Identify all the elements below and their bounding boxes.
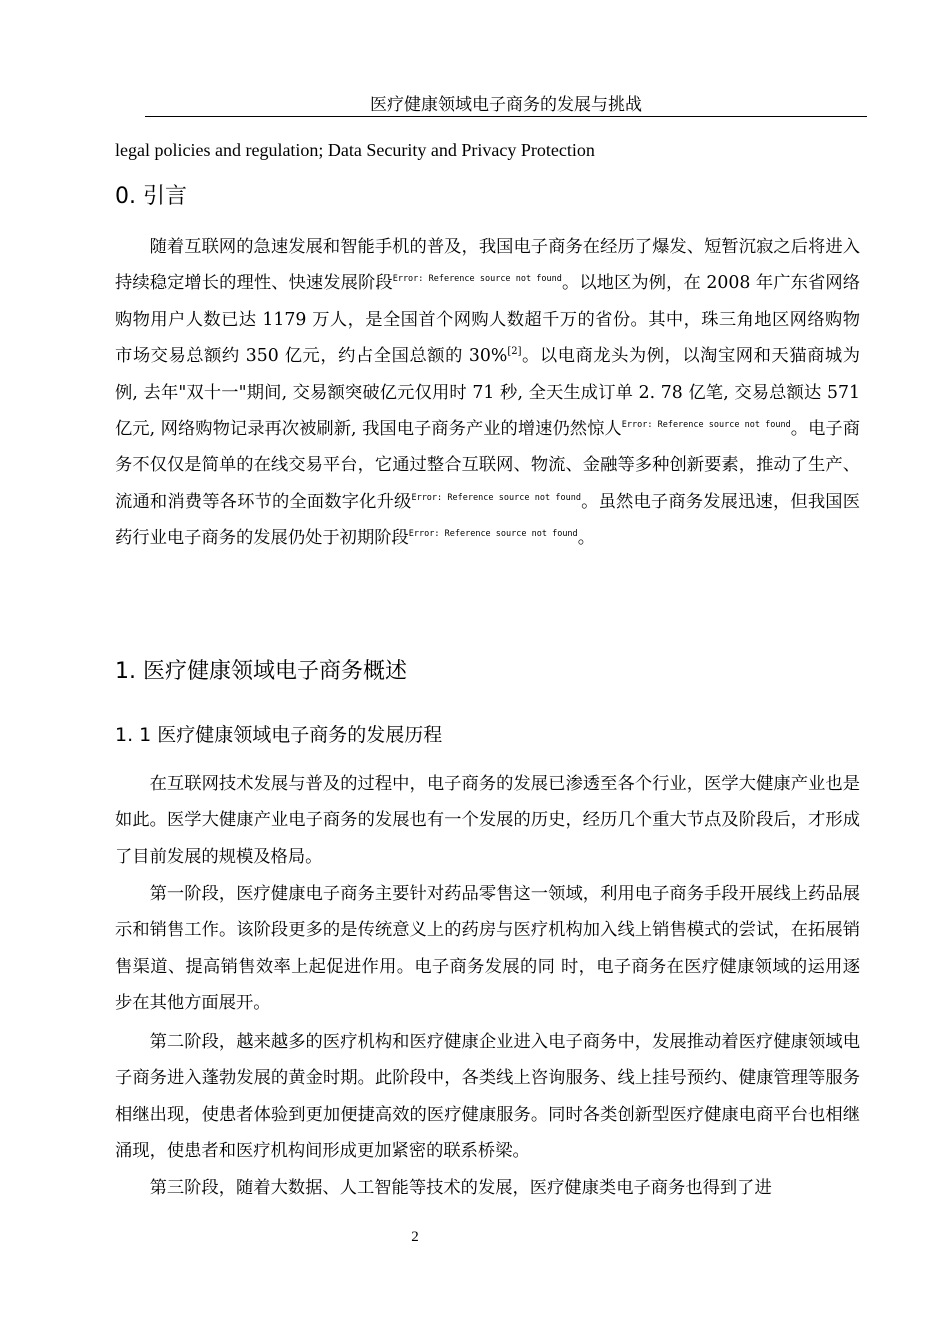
intro-paragraph bbox=[115, 229, 860, 557]
page-number: 2 bbox=[411, 1229, 419, 1245]
citation-2: [2] bbox=[507, 346, 522, 358]
intro-text-4: 。电子商务不仅仅是简单的在线交易平台，它通过整合互联网、物流、金融等多种创新要素，推动了生产、流通和消费等各环节的全面数字化升级 bbox=[115, 419, 860, 512]
section-1-heading: 1. 医疗健康领域电子商务概述 bbox=[115, 659, 407, 684]
reference-error-3: Error: Reference source not found bbox=[621, 420, 791, 431]
intro-text-6: 。 bbox=[577, 528, 595, 549]
reference-error-4: Error: Reference source not found bbox=[411, 492, 581, 503]
header-rule bbox=[145, 116, 867, 117]
keywords-line: legal policies and regulation; Data Security and Privacy Protection bbox=[115, 140, 595, 160]
reference-error-5: Error: Reference source not found bbox=[408, 529, 578, 540]
body-paragraph: 在互联网技术发展与普及的过程中，电子商务的发展已渗透至各个行业，医学大健康产业也是如此。医学大健康产业电子商务的发展也有一个发展的历史，经历几个重大节点及阶段后，才形成了目前发展的规模及格局。 bbox=[115, 774, 860, 867]
intro-text-1: 随着互联网的急速发展和智能手机的普及，我国电子商务在经历了爆发、短暂沉寂之后将进入持续稳定增长的理性、快速发展阶段 bbox=[115, 237, 860, 294]
body-paragraph: 第一阶段，医疗健康电子商务主要针对药品零售这一领域，利用电子商务手段开展线上药品展示和销售工作。该阶段更多的是传统意义上的药房与医疗机构加入线上销售模式的尝试，在拓展销售渠道、提高销售效率上起促进作用。电子商务发展的同 时，电子商务在医疗健康领域的运用逐步在其他方面展开。 bbox=[115, 884, 860, 1014]
running-header: 医疗健康领域电子商务的发展与挑战 bbox=[370, 95, 642, 115]
reference-error-1: Error: Reference source not found bbox=[392, 274, 562, 285]
body-paragraph: 第二阶段，越来越多的医疗机构和医疗健康企业进入电子商务中，发展推动着医疗健康领域电子商务进入蓬勃发展的黄金时期。此阶段中，各类线上咨询服务、线上挂号预约、健康管理等服务相继出现，使患者体验到更加便捷高效的医疗健康服务。同时各类创新型医疗健康电商平台也相继涌现，使患者和医疗机构间形成更加紧密的联系桥梁。 bbox=[115, 1032, 860, 1162]
intro-text-3: 。以电商龙头为例，以淘宝网和天猫商城为例, 去年"双十一"期间, 交易额突破亿元仅用时 71 秒, 全天生成订单 2. 78 亿笔, 交易总额达 571 亿元, 网络购物记录再次被刷新, 我国电子商务产业的增速仍然惊人 bbox=[115, 346, 860, 440]
intro-text-5: 。虽然电子商务发展迅速，但我国医药行业电子商务的发展仍处于初期阶段 bbox=[115, 491, 860, 549]
section-1-1-heading: 1. 1 医疗健康领域电子商务的发展历程 bbox=[115, 724, 443, 746]
intro-text-2: 。以地区为例，在 2008 年广东省网络购物用户人数已达 1179 万人，是全国首个网购人数超千万的省份。其中，珠三角地区网络购物市场交易总额约 350 亿元，约占全国总额的 30% bbox=[115, 273, 860, 367]
intro-heading: 0. 引言 bbox=[115, 184, 187, 209]
body-paragraph: 第三阶段，随着大数据、人工智能等技术的发展，医疗健康类电子商务也得到了进 bbox=[149, 1178, 772, 1198]
